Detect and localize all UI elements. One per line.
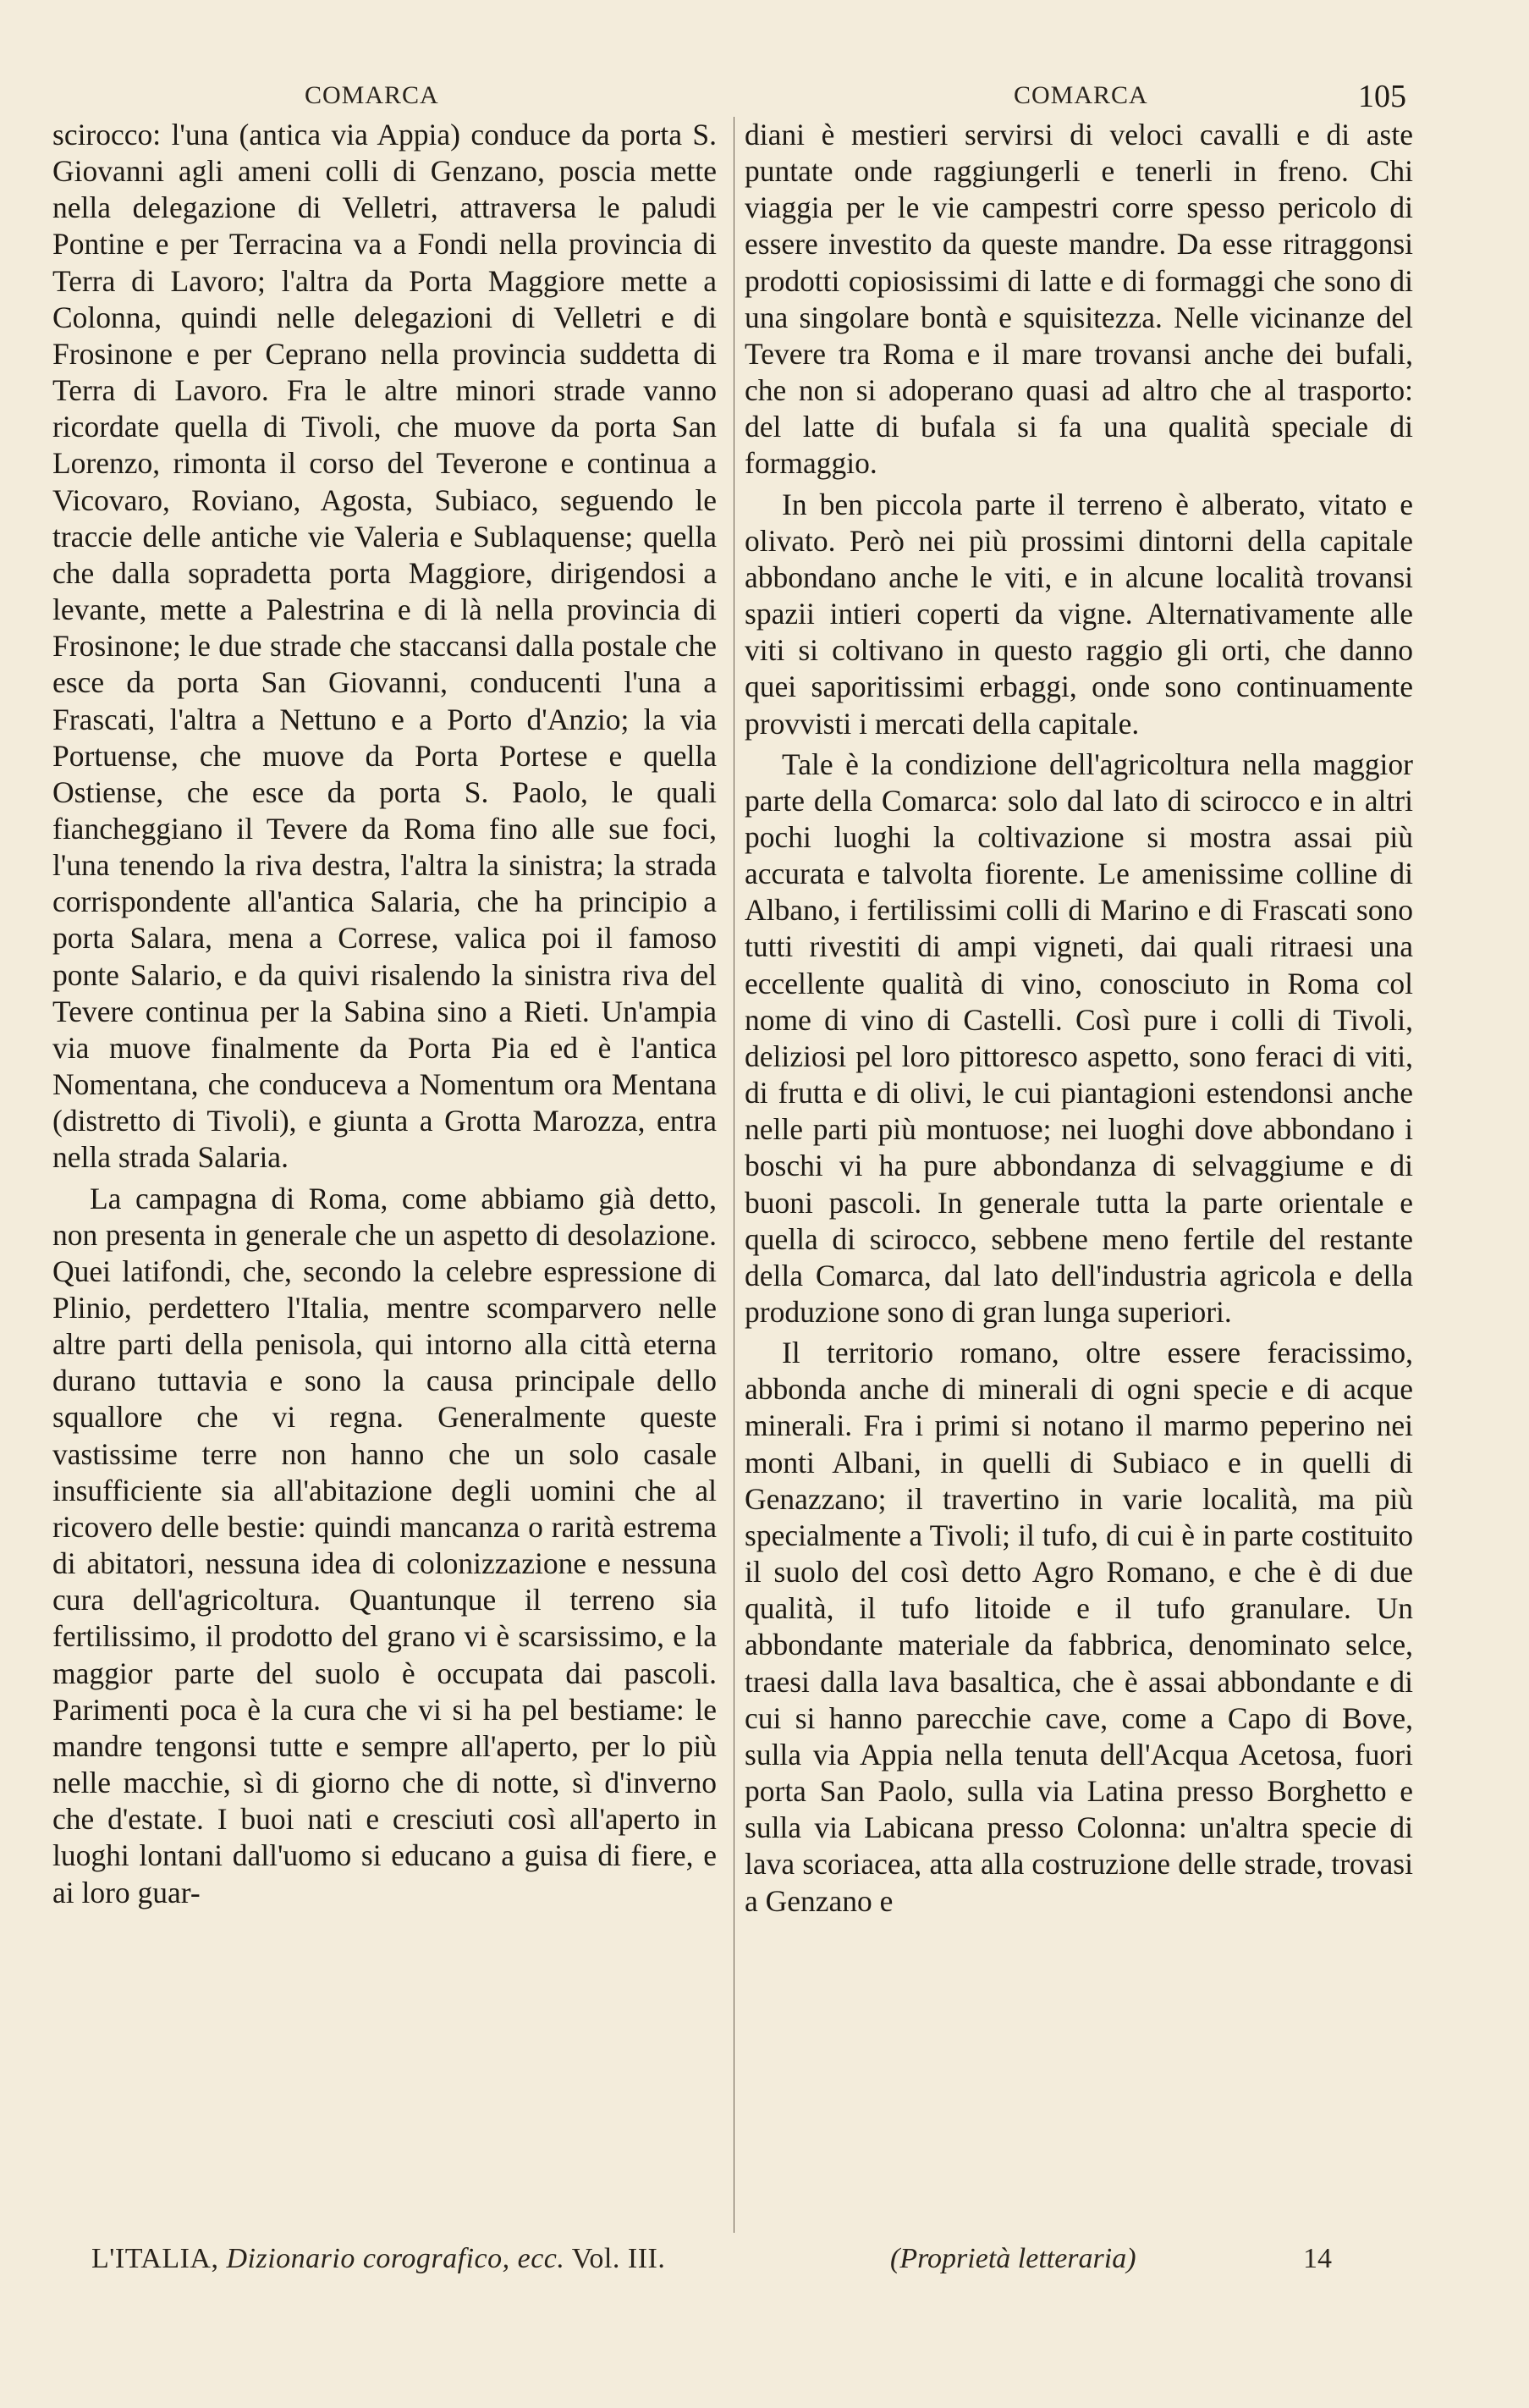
- paragraph: Il territorio romano, oltre essere feracissimo, abbonda anche di minerali di ogni specie e di acque minerali. Fra i primi si notano il marmo peperino nei monti Albani, in quelli di Subiaco e in quelli di Genazzano; il travertino in varie località, ma più specialmente a Tivoli; il tufo, di cui è in parte costituito il suolo del così detto Agro Romano, e che è di due qualità, il tufo litoide e il tufo granulare. Un abbondante materiale da fabbrica, denominato selce, traesi dalla lava basaltica, che è assai abbondante e di cui si hanno parecchie cave, come a Capo di Bove, sulla via Appia nella tenuta dell'Acqua Acetosa, fuori porta San Paolo, sulla via Latina presso Borghetto e sulla via Labicana presso Colonna: un'altra specie di lava scoriacea, atta alla costruzione delle strade, trovasi a Genzano e: [745, 1336, 1413, 1918]
- footer-sheet-number: 14: [1303, 2243, 1332, 2274]
- paragraph: In ben piccola parte il terreno è alberato, vitato e olivato. Però nei più prossimi dintorni della capitale abbondano anche le viti, e in alcune località trovansi spazii intieri coperti da vigne. Alternativamente alle viti si coltivano in questo raggio gli orti, che danno quei saporitissimi erbaggi, onde sono continuamente provvisti i mercati della capitale.: [745, 487, 1413, 741]
- footer-citation: [91, 2243, 665, 2275]
- page-number: 105: [1358, 79, 1406, 114]
- paragraph: La campagna di Roma, come abbiamo già detto, non presenta in generale che un aspetto di desolazione. Quei latifondi, che, secondo la celebre espressione di Plinio, perdettero l'Italia, mentre scomparvero nelle altre parti della penisola, qui intorno alla città eterna durano tuttavia e sono la causa principale dello squallore che vi regna. Generalmente queste vastissime terre non hanno che un solo casale insufficiente sia all'abitazione degli uomini che al ricovero delle bestie: quindi mancanza o rarità estrema di abitatori, nessuna idea di colonizzazione e nessuna cura dell'agricoltura. Quantunque il terreno sia fertilissimo, il prodotto del grano vi è scarsissimo, e la maggior parte del suolo è occupata dai pascoli. Parimenti poca è la cura che vi si ha pel bestiame: le mandre tengonsi tutte e sempre all'aperto, per lo più nelle macchie, sì di giorno che di notte, sì d'inverno che d'estate. I buoi nati e cresciuti così all'aperto in luoghi lontani dall'uomo si educano a guisa di fiere, e ai loro guar-: [52, 1181, 717, 1909]
- paragraph: diani è mestieri servirsi di veloci cavalli e di aste puntate onde raggiungerli e tenerli in freno. Chi viaggia per le vie campestri corre spesso pericolo di essere investito da queste mandre. Da esse ritraggonsi prodotti copiosissimi di latte e di formaggi che sono di una singolare bontà e squisitezza. Nelle vicinanze del Tevere tra Roma e il mare trovansi anche dei bufali, che non si adoperano quasi ad altro che al trasporto: del latte di bufala si fa una qualità speciale di formaggio.: [745, 118, 1413, 481]
- footer-work-title: Dizionario corografico, ecc.: [226, 2243, 565, 2274]
- footer-work-prefix: L'ITALIA,: [91, 2243, 219, 2274]
- paragraph: Tale è la condizione dell'agricoltura nella maggior parte della Comarca: solo dal lato di scirocco e in altri pochi luoghi la coltivazione si mostra assai più accurata e talvolta fiorente. Le amenissime colline di Albano, i fertilissimi colli di Marino e di Frascati sono tutti rivestiti di ampi vigneti, dai quali ritraesi una eccellente qualità di vino, conosciuto in Roma col nome di vino di Castelli. Così pure i colli di Tivoli, deliziosi pel loro pittoresco aspetto, sono feraci di viti, di frutta e di olivi, le cui piantagioni estendonsi anche nelle parti più montuose; nei luoghi dove abbondano i boschi vi ha pure abbondanza di selvaggiume e di buoni pascoli. In generale tutta la parte orientale e quella di scirocco, sebbene meno fertile del restante della Comarca, dal lato dell'industria agricola e della produzione sono di gran lunga superiori.: [745, 747, 1413, 1329]
- footer-rights: (Proprietà letteraria): [890, 2243, 1136, 2274]
- left-running-head: COMARCA: [305, 81, 439, 109]
- left-column: [52, 117, 717, 1911]
- right-running-head: COMARCA: [1014, 81, 1148, 109]
- paragraph: scirocco: l'una (antica via Appia) conduce da porta S. Giovanni agli ameni colli di Genzano, poscia mette nella delegazione di Velletri, attraversa le paludi Pontine e per Terracina va a Fondi nella provincia di Terra di Lavoro; l'altra da Porta Maggiore mette a Colonna, quindi nelle delegazioni di Velletri e di Frosinone e per Ceprano nella provincia suddetta di Terra di Lavoro. Fra le altre minori strade vanno ricordate quella di Tivoli, che muove da porta San Lorenzo, rimonta il corso del Teverone e continua a Vicovaro, Roviano, Agosta, Subiaco, seguendo le traccie delle antiche vie Valeria e Sublaquense; quella che dalla sopradetta porta Maggiore, dirigendosi a levante, mette a Palestrina e di là nella provincia di Frosinone; le due strade che staccansi dalla postale che esce da porta San Giovanni, conducenti l'una a Frascati, l'altra a Nettuno e a Porto d'Anzio; la via Portuense, che muove da Porta Portese e quella Ostiense, che esce da porta S. Paolo, le quali fiancheggiano il Tevere da Roma fino alle sue foci, l'una tenendo la riva destra, l'altra la sinistra; la strada corrispondente all'antica Salaria, che ha principio a porta Salara, mena a Correse, valica poi il famoso ponte Salario, e da quivi risalendo la sinistra riva del Tevere continua per la Sabina sino a Rieti. Un'ampia via muove finalmente da Porta Pia ed è l'antica Nomentana, che conduceva a Nomentum ora Mentana (distretto di Tivoli), e giunta a Grotta Marozza, entra nella strada Salaria.: [52, 118, 717, 1175]
- right-column: [745, 117, 1413, 1920]
- footer-volume: Vol. III.: [571, 2243, 666, 2274]
